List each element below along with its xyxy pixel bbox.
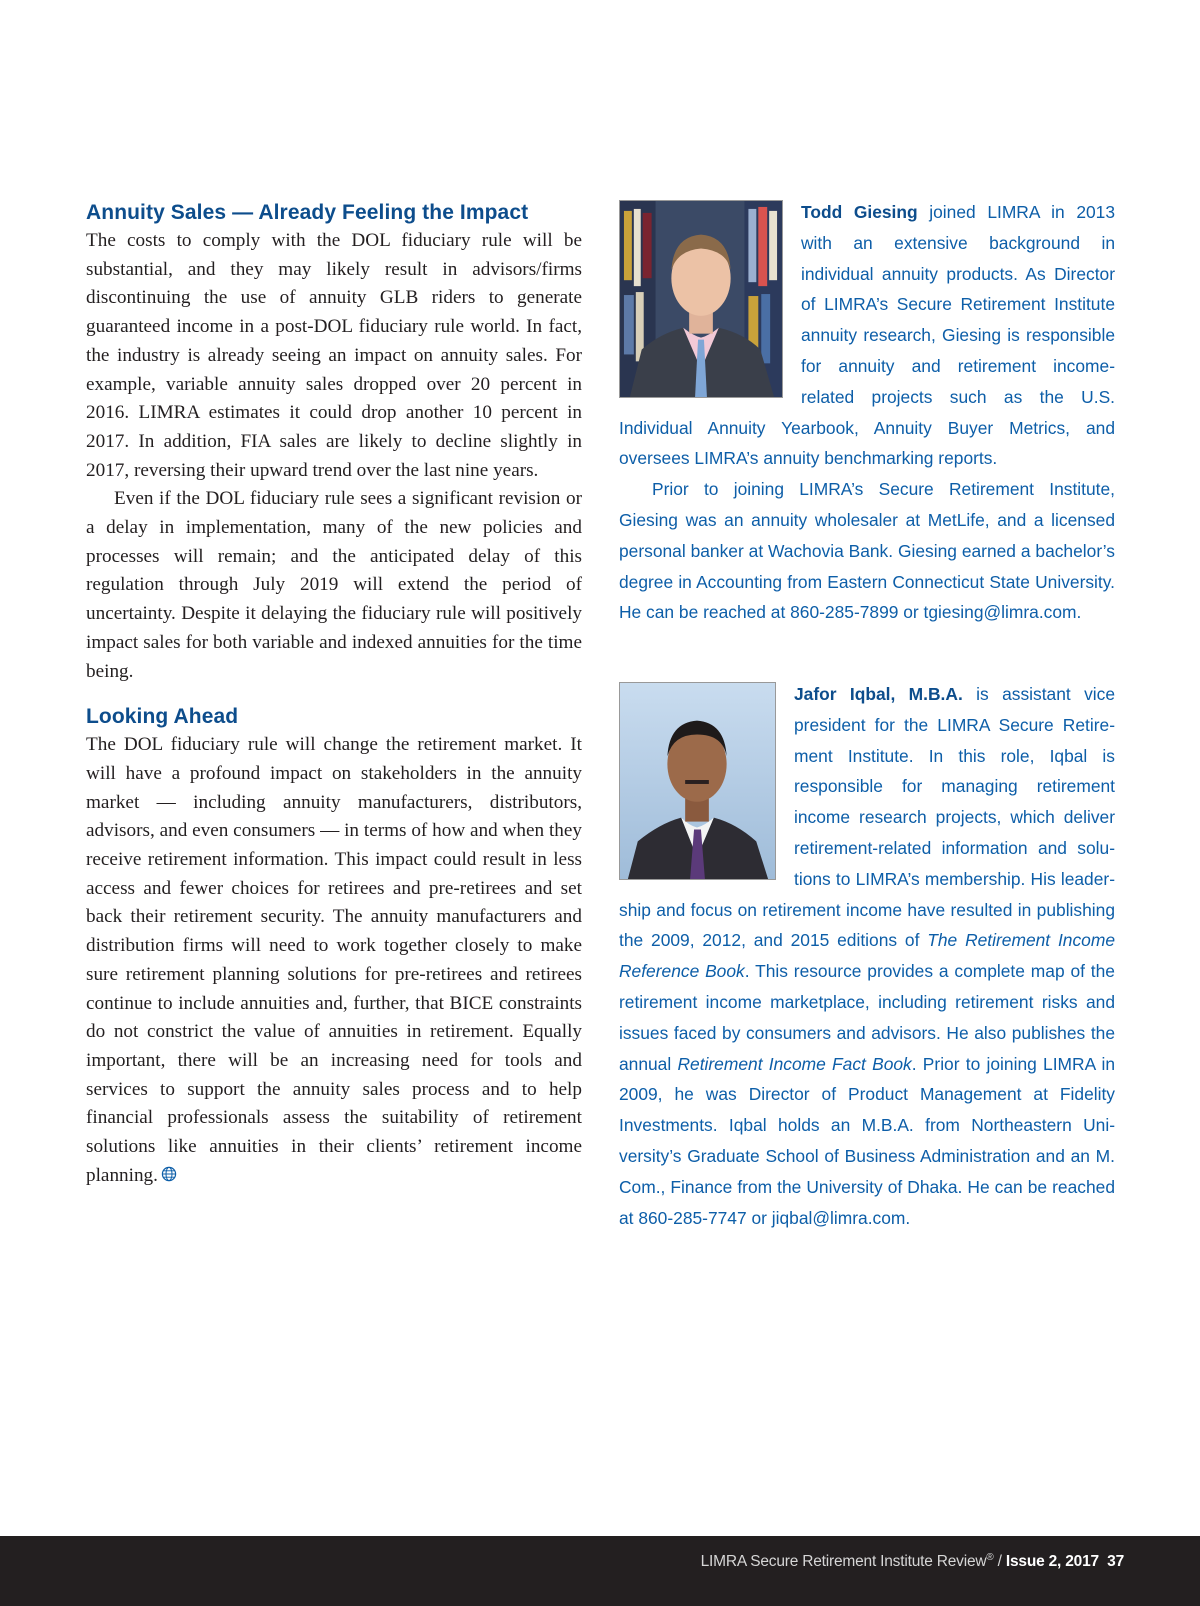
section-heading-looking-ahead: Looking Ahead	[86, 705, 239, 729]
globe-icon	[161, 1166, 177, 1182]
article-column	[86, 199, 582, 1191]
footer-publication: LIMRA Secure Retirement Institute Review	[700, 1553, 987, 1571]
paragraph-looking-ahead	[86, 731, 582, 1190]
giesing-bio-text-1: joined LIMRA in 2013 with an extensive background in individual annuity products. As Director of LIMRA’s Secure Retirement Institute annuity research, Giesing is responsible for annuity and retirement income-related projects such as the U.S. Individual Annuity Yearbook, Annuity Buyer Metrics, and oversees LIMRA’s annuity benchmarking reports.	[619, 202, 1116, 469]
iqbal-name: Jafor Iqbal, M.B.A.	[794, 684, 963, 704]
footer-text	[701, 1548, 1124, 1572]
footer-page-number: 37	[1107, 1553, 1124, 1571]
iqbal-book-reference: The Retirement Income Reference Book	[619, 930, 1115, 982]
paragraph-revision: Even if the DOL fiduciary rule sees a significant revision or a delay in implementation, many of the new policies and processes will remain; and the anticipated delay of this regulation through July 2019 will extend the period of uncertainty. Despite it delaying the fiduciary rule will positively impact sales for both variable and indexed annuities for the time being.	[86, 488, 582, 682]
page-footer	[0, 1536, 1200, 1606]
footer-issue: Issue 2, 2017	[1005, 1553, 1099, 1571]
giesing-bio-paragraph-2: Prior to joining LIMRA’s Secure Retirement Institute, Giesing was an annuity wholesaler at MetLife, and a licensed personal banker at Wachovia Bank. Giesing earned a bachelor’s degree in Accounting from Eastern Connecticut State University. He can be reached at 860-285-7899 or tgiesing@limra.com.	[619, 479, 1115, 623]
bio-todd-giesing	[619, 197, 1115, 628]
paragraph-looking-ahead-text: The DOL fiduciary rule will change the retirement market. It will have a profound impact on stakeholders in the annuity market — including annuity manufacturers, distributors, advisors, and even consumers — in terms of how and when they receive retirement information. This impact could result in less access and fewer choices for retirees and pre-retirees and set back their retirement security. The annuity manufacturers and distribution firms will need to work together closely to make sure retirement planning solutions for pre-retirees and retirees continue to include annuities and, further, that BICE constraints do not constrict the value of annuities in retirement. Equally important, there will be an increasing need for tools and services to support the annuity sales process and to help financial professionals assess the suitability of retirement solutions like annuities in their clients’ retirement income planning.	[86, 734, 582, 1186]
giesing-name: Todd Giesing	[801, 202, 918, 222]
todd-giesing-photo	[619, 200, 783, 398]
paragraph-costs: The costs to comply with the DOL fiduciary rule will be substantial, and they may likely result in advisors/firms discontinuing the use of annuity GLB riders to generate guaranteed income in a post-DOL fiduciary rule world. In fact, the industry is already seeing an impact on annuity sales. For example, variable annuity sales dropped over 20 percent in 2016. LIMRA estimates it could drop another 10 percent in 2017. In addition, FIA sales are likely to decline slightly in 2017, reversing their upward trend over the last nine years.	[86, 230, 582, 481]
footer-separator: /	[993, 1553, 1006, 1571]
jafor-iqbal-photo	[619, 682, 776, 880]
bio-jafor-iqbal	[619, 679, 1115, 1233]
section-heading-annuity-sales: Annuity Sales — Already Feeling the Impact	[86, 201, 529, 224]
iqbal-book-factbook: Retirement Income Fact Book	[677, 1053, 912, 1074]
iqbal-bio-text-2: . This resource provides a complete map of the retirement income marketplace, including retirement risks and issues faced by consumers and advisors. He also publishes the annual	[619, 961, 1115, 1074]
iqbal-bio-text-3: . Prior to joining LIMRA in 2009, he was Director of Product Management at Fidelity Investments. Iqbal holds an M.B.A. from Northeastern University’s Graduate School of Business Administration and an M. Com., Finance from the University of Dhaka. He can be reached at 860-285-7747 or jiqbal@limra.com.	[619, 1053, 1115, 1228]
footer-registered-mark: ®	[986, 1552, 994, 1563]
iqbal-bio-text-1: is assistant vice president for the LIMRA Secure Retirement Institute. In this role, Iqbal is responsible for managing retirement income research projects, which deliver retirement-related information and solutions to LIMRA’s membership. His leadership and focus on retirement income have resulted in publishing the 2009, 2012, and 2015 editions of	[619, 684, 1116, 951]
